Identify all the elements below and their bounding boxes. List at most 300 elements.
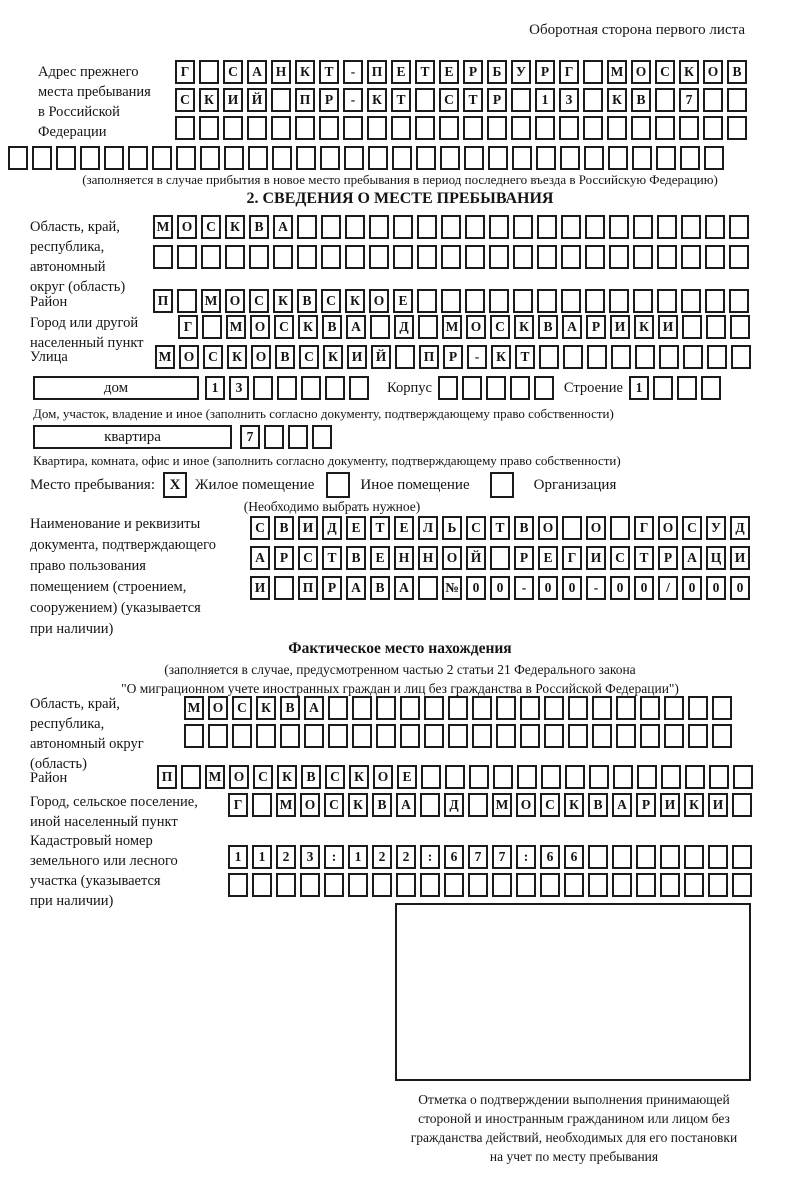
char-cell[interactable]: Р (487, 88, 507, 112)
char-cell[interactable]: С (223, 60, 243, 84)
char-cell[interactable] (181, 765, 201, 789)
char-cell[interactable] (588, 873, 608, 897)
char-cell[interactable]: 3 (229, 376, 249, 400)
char-cell[interactable] (248, 146, 268, 170)
char-cell[interactable] (540, 873, 560, 897)
char-cell[interactable] (564, 873, 584, 897)
char-cell[interactable]: : (516, 845, 536, 869)
char-cell[interactable]: 0 (538, 576, 558, 600)
char-cell[interactable]: 1 (252, 845, 272, 869)
char-cell[interactable] (400, 724, 420, 748)
char-cell[interactable]: 0 (706, 576, 726, 600)
char-cell[interactable]: В (301, 765, 321, 789)
char-cell[interactable]: С (201, 215, 221, 239)
char-cell[interactable] (469, 765, 489, 789)
char-cell[interactable]: Т (319, 60, 339, 84)
char-cell[interactable] (631, 116, 651, 140)
char-cell[interactable] (463, 116, 483, 140)
char-cell[interactable] (701, 376, 721, 400)
char-cell[interactable] (8, 146, 28, 170)
char-cell[interactable] (682, 315, 702, 339)
char-cell[interactable] (128, 146, 148, 170)
char-cell[interactable]: 7 (679, 88, 699, 112)
char-cell[interactable]: Е (538, 546, 558, 570)
char-cell[interactable] (561, 245, 581, 269)
char-cell[interactable]: 3 (300, 845, 320, 869)
char-cell[interactable] (472, 724, 492, 748)
char-cell[interactable]: К (323, 345, 343, 369)
char-cell[interactable] (583, 88, 603, 112)
char-cell[interactable]: И (347, 345, 367, 369)
char-cell[interactable]: П (153, 289, 173, 313)
char-cell[interactable] (420, 873, 440, 897)
char-cell[interactable] (448, 724, 468, 748)
char-cell[interactable] (300, 873, 320, 897)
char-cell[interactable] (637, 765, 657, 789)
char-cell[interactable]: К (277, 765, 297, 789)
char-cell[interactable]: К (295, 60, 315, 84)
char-cell[interactable]: 0 (634, 576, 654, 600)
char-cell[interactable] (421, 765, 441, 789)
char-cell[interactable]: О (179, 345, 199, 369)
char-cell[interactable]: С (321, 289, 341, 313)
char-cell[interactable] (559, 116, 579, 140)
char-cell[interactable]: И (586, 546, 606, 570)
char-cell[interactable]: В (297, 289, 317, 313)
char-cell[interactable] (349, 376, 369, 400)
char-cell[interactable] (253, 376, 273, 400)
char-cell[interactable] (445, 765, 465, 789)
char-cell[interactable]: В (275, 345, 295, 369)
char-cell[interactable] (416, 146, 436, 170)
char-cell[interactable] (730, 315, 750, 339)
char-cell[interactable] (272, 146, 292, 170)
char-cell[interactable] (312, 425, 332, 449)
char-cell[interactable]: Т (490, 516, 510, 540)
char-cell[interactable]: У (706, 516, 726, 540)
char-cell[interactable] (247, 116, 267, 140)
char-cell[interactable]: К (564, 793, 584, 817)
checkbox-organizatsiya[interactable] (490, 472, 514, 498)
char-cell[interactable]: М (205, 765, 225, 789)
char-cell[interactable]: О (538, 516, 558, 540)
char-cell[interactable] (295, 116, 315, 140)
char-cell[interactable]: А (304, 696, 324, 720)
char-cell[interactable] (417, 215, 437, 239)
char-cell[interactable] (424, 724, 444, 748)
char-cell[interactable] (609, 215, 629, 239)
char-cell[interactable] (733, 765, 753, 789)
char-cell[interactable] (568, 724, 588, 748)
char-cell[interactable]: П (298, 576, 318, 600)
checkbox-zhiloe[interactable]: X (163, 472, 187, 498)
char-cell[interactable] (655, 116, 675, 140)
char-cell[interactable]: К (679, 60, 699, 84)
char-cell[interactable]: В (538, 315, 558, 339)
char-cell[interactable] (415, 116, 435, 140)
char-cell[interactable] (636, 845, 656, 869)
char-cell[interactable] (438, 376, 458, 400)
char-cell[interactable] (561, 215, 581, 239)
char-cell[interactable]: Д (322, 516, 342, 540)
char-cell[interactable] (712, 724, 732, 748)
char-cell[interactable]: М (184, 696, 204, 720)
char-cell[interactable]: О (631, 60, 651, 84)
char-cell[interactable] (664, 724, 684, 748)
char-cell[interactable] (512, 146, 532, 170)
char-cell[interactable] (705, 289, 725, 313)
char-cell[interactable] (616, 724, 636, 748)
char-cell[interactable] (537, 215, 557, 239)
char-cell[interactable]: А (396, 793, 416, 817)
char-cell[interactable] (444, 873, 464, 897)
char-cell[interactable]: О (703, 60, 723, 84)
char-cell[interactable] (493, 765, 513, 789)
char-cell[interactable] (465, 245, 485, 269)
char-cell[interactable] (655, 88, 675, 112)
char-cell[interactable] (513, 289, 533, 313)
char-cell[interactable] (729, 245, 749, 269)
char-cell[interactable] (585, 289, 605, 313)
char-cell[interactable]: - (467, 345, 487, 369)
char-cell[interactable] (301, 376, 321, 400)
char-cell[interactable]: Р (443, 345, 463, 369)
char-cell[interactable] (727, 116, 747, 140)
char-cell[interactable]: А (346, 576, 366, 600)
char-cell[interactable] (177, 289, 197, 313)
char-cell[interactable]: 6 (540, 845, 560, 869)
char-cell[interactable]: А (346, 315, 366, 339)
char-cell[interactable] (727, 88, 747, 112)
char-cell[interactable]: С (250, 516, 270, 540)
char-cell[interactable]: К (225, 215, 245, 239)
char-cell[interactable]: Е (391, 60, 411, 84)
char-cell[interactable] (486, 376, 506, 400)
char-cell[interactable] (635, 345, 655, 369)
char-cell[interactable] (608, 146, 628, 170)
char-cell[interactable]: М (442, 315, 462, 339)
char-cell[interactable] (223, 116, 243, 140)
char-cell[interactable]: В (372, 793, 392, 817)
char-cell[interactable] (705, 245, 725, 269)
char-cell[interactable] (297, 215, 317, 239)
char-cell[interactable]: П (419, 345, 439, 369)
char-cell[interactable]: К (227, 345, 247, 369)
char-cell[interactable] (705, 215, 725, 239)
char-cell[interactable] (731, 345, 751, 369)
char-cell[interactable]: Д (394, 315, 414, 339)
char-cell[interactable] (487, 116, 507, 140)
char-cell[interactable] (345, 215, 365, 239)
char-cell[interactable] (393, 245, 413, 269)
char-cell[interactable] (277, 376, 297, 400)
char-cell[interactable] (490, 546, 510, 570)
char-cell[interactable] (184, 724, 204, 748)
char-cell[interactable] (367, 116, 387, 140)
char-cell[interactable] (321, 215, 341, 239)
char-cell[interactable] (633, 289, 653, 313)
char-cell[interactable]: Н (394, 546, 414, 570)
char-cell[interactable] (418, 315, 438, 339)
char-cell[interactable] (392, 146, 412, 170)
char-cell[interactable] (565, 765, 585, 789)
char-cell[interactable]: Р (322, 576, 342, 600)
char-cell[interactable]: С (610, 546, 630, 570)
char-cell[interactable] (661, 765, 681, 789)
char-cell[interactable] (585, 245, 605, 269)
char-cell[interactable] (612, 845, 632, 869)
char-cell[interactable] (732, 845, 752, 869)
char-cell[interactable] (612, 873, 632, 897)
char-cell[interactable]: А (562, 315, 582, 339)
char-cell[interactable] (104, 146, 124, 170)
char-cell[interactable] (370, 315, 390, 339)
char-cell[interactable]: С (682, 516, 702, 540)
char-cell[interactable] (288, 425, 308, 449)
char-cell[interactable] (440, 146, 460, 170)
char-cell[interactable]: О (658, 516, 678, 540)
char-cell[interactable] (252, 793, 272, 817)
char-cell[interactable] (202, 315, 222, 339)
char-cell[interactable] (684, 845, 704, 869)
char-cell[interactable]: Ц (706, 546, 726, 570)
char-cell[interactable]: Л (418, 516, 438, 540)
char-cell[interactable] (225, 245, 245, 269)
char-cell[interactable] (681, 289, 701, 313)
char-cell[interactable] (704, 146, 724, 170)
char-cell[interactable]: М (492, 793, 512, 817)
char-cell[interactable]: Е (346, 516, 366, 540)
char-cell[interactable] (664, 696, 684, 720)
char-cell[interactable] (732, 873, 752, 897)
char-cell[interactable]: К (298, 315, 318, 339)
char-cell[interactable]: Й (466, 546, 486, 570)
char-cell[interactable] (324, 873, 344, 897)
char-cell[interactable] (439, 116, 459, 140)
char-cell[interactable]: 0 (730, 576, 750, 600)
char-cell[interactable] (175, 116, 195, 140)
char-cell[interactable]: С (439, 88, 459, 112)
char-cell[interactable]: В (249, 215, 269, 239)
char-cell[interactable] (249, 245, 269, 269)
char-cell[interactable] (511, 116, 531, 140)
char-cell[interactable]: В (514, 516, 534, 540)
char-cell[interactable] (492, 873, 512, 897)
char-cell[interactable]: Т (391, 88, 411, 112)
char-cell[interactable] (563, 345, 583, 369)
char-cell[interactable]: А (682, 546, 702, 570)
char-cell[interactable] (680, 146, 700, 170)
char-cell[interactable]: К (514, 315, 534, 339)
char-cell[interactable]: С (655, 60, 675, 84)
char-cell[interactable] (583, 60, 603, 84)
char-cell[interactable]: : (420, 845, 440, 869)
char-cell[interactable] (520, 696, 540, 720)
char-cell[interactable]: И (250, 576, 270, 600)
char-cell[interactable]: 3 (559, 88, 579, 112)
char-cell[interactable] (441, 215, 461, 239)
char-cell[interactable] (271, 88, 291, 112)
char-cell[interactable]: Е (393, 289, 413, 313)
char-cell[interactable] (677, 376, 697, 400)
char-cell[interactable] (640, 696, 660, 720)
char-cell[interactable]: П (367, 60, 387, 84)
char-cell[interactable]: Г (178, 315, 198, 339)
char-cell[interactable] (729, 289, 749, 313)
char-cell[interactable]: С (274, 315, 294, 339)
char-cell[interactable] (328, 724, 348, 748)
char-cell[interactable]: К (684, 793, 704, 817)
char-cell[interactable] (369, 245, 389, 269)
char-cell[interactable] (653, 376, 673, 400)
char-cell[interactable]: П (157, 765, 177, 789)
char-cell[interactable] (280, 724, 300, 748)
char-cell[interactable]: 0 (610, 576, 630, 600)
char-cell[interactable]: К (199, 88, 219, 112)
char-cell[interactable]: С (298, 546, 318, 570)
char-cell[interactable] (372, 873, 392, 897)
char-cell[interactable]: О (466, 315, 486, 339)
char-cell[interactable] (448, 696, 468, 720)
char-cell[interactable] (420, 793, 440, 817)
char-cell[interactable] (200, 146, 220, 170)
char-cell[interactable] (393, 215, 413, 239)
char-cell[interactable]: Р (514, 546, 534, 570)
char-cell[interactable]: Т (515, 345, 535, 369)
char-cell[interactable]: О (369, 289, 389, 313)
char-cell[interactable] (228, 873, 248, 897)
char-cell[interactable] (536, 146, 556, 170)
char-cell[interactable] (224, 146, 244, 170)
char-cell[interactable] (706, 315, 726, 339)
checkbox-inoe[interactable] (326, 472, 350, 498)
char-cell[interactable]: В (370, 576, 390, 600)
char-cell[interactable]: 0 (490, 576, 510, 600)
char-cell[interactable] (153, 245, 173, 269)
char-cell[interactable]: 2 (396, 845, 416, 869)
char-cell[interactable]: С (466, 516, 486, 540)
char-cell[interactable]: 7 (492, 845, 512, 869)
char-cell[interactable]: К (491, 345, 511, 369)
char-cell[interactable] (683, 345, 703, 369)
char-cell[interactable]: Т (415, 60, 435, 84)
char-cell[interactable]: - (343, 88, 363, 112)
char-cell[interactable]: Й (247, 88, 267, 112)
char-cell[interactable] (609, 289, 629, 313)
char-cell[interactable] (511, 88, 531, 112)
char-cell[interactable] (441, 245, 461, 269)
char-cell[interactable] (537, 245, 557, 269)
char-cell[interactable]: Ь (442, 516, 462, 540)
char-cell[interactable]: 7 (468, 845, 488, 869)
char-cell[interactable]: 1 (348, 845, 368, 869)
char-cell[interactable]: И (730, 546, 750, 570)
char-cell[interactable] (468, 873, 488, 897)
char-cell[interactable] (707, 345, 727, 369)
char-cell[interactable] (659, 345, 679, 369)
char-cell[interactable] (391, 116, 411, 140)
char-cell[interactable]: А (273, 215, 293, 239)
char-cell[interactable]: К (348, 793, 368, 817)
char-cell[interactable]: В (322, 315, 342, 339)
char-cell[interactable] (640, 724, 660, 748)
char-cell[interactable] (588, 845, 608, 869)
char-cell[interactable] (199, 116, 219, 140)
char-cell[interactable]: К (367, 88, 387, 112)
char-cell[interactable]: Г (562, 546, 582, 570)
char-cell[interactable]: 1 (228, 845, 248, 869)
char-cell[interactable]: Р (319, 88, 339, 112)
char-cell[interactable]: С (540, 793, 560, 817)
char-cell[interactable]: Г (634, 516, 654, 540)
char-cell[interactable] (681, 245, 701, 269)
char-cell[interactable] (660, 873, 680, 897)
char-cell[interactable]: / (658, 576, 678, 600)
char-cell[interactable] (684, 873, 704, 897)
char-cell[interactable] (32, 146, 52, 170)
char-cell[interactable]: Д (444, 793, 464, 817)
char-cell[interactable]: Е (397, 765, 417, 789)
char-cell[interactable]: В (280, 696, 300, 720)
char-cell[interactable] (472, 696, 492, 720)
char-cell[interactable] (657, 245, 677, 269)
char-cell[interactable]: 1 (629, 376, 649, 400)
char-cell[interactable] (376, 696, 396, 720)
char-cell[interactable] (592, 724, 612, 748)
char-cell[interactable]: И (658, 315, 678, 339)
char-cell[interactable]: С (249, 289, 269, 313)
char-cell[interactable]: Н (418, 546, 438, 570)
char-cell[interactable] (607, 116, 627, 140)
char-cell[interactable] (681, 215, 701, 239)
char-cell[interactable] (152, 146, 172, 170)
char-cell[interactable] (462, 376, 482, 400)
char-cell[interactable] (252, 873, 272, 897)
char-cell[interactable] (729, 215, 749, 239)
char-cell[interactable] (609, 245, 629, 269)
char-cell[interactable] (712, 696, 732, 720)
char-cell[interactable]: К (349, 765, 369, 789)
char-cell[interactable] (328, 696, 348, 720)
char-cell[interactable] (513, 215, 533, 239)
char-cell[interactable] (688, 724, 708, 748)
char-cell[interactable]: М (226, 315, 246, 339)
char-cell[interactable] (274, 576, 294, 600)
char-cell[interactable]: К (256, 696, 276, 720)
char-cell[interactable]: Й (371, 345, 391, 369)
char-cell[interactable] (585, 215, 605, 239)
char-cell[interactable]: В (631, 88, 651, 112)
char-cell[interactable]: С (203, 345, 223, 369)
char-cell[interactable] (232, 724, 252, 748)
char-cell[interactable]: С (325, 765, 345, 789)
char-cell[interactable] (679, 116, 699, 140)
char-cell[interactable] (488, 146, 508, 170)
char-cell[interactable] (343, 116, 363, 140)
char-cell[interactable]: М (607, 60, 627, 84)
char-cell[interactable]: Г (559, 60, 579, 84)
char-cell[interactable] (633, 245, 653, 269)
char-cell[interactable]: Р (274, 546, 294, 570)
char-cell[interactable]: Г (175, 60, 195, 84)
char-cell[interactable] (417, 245, 437, 269)
char-cell[interactable] (273, 245, 293, 269)
char-cell[interactable] (516, 873, 536, 897)
char-cell[interactable] (708, 873, 728, 897)
char-cell[interactable] (441, 289, 461, 313)
char-cell[interactable]: Р (535, 60, 555, 84)
char-cell[interactable] (321, 245, 341, 269)
